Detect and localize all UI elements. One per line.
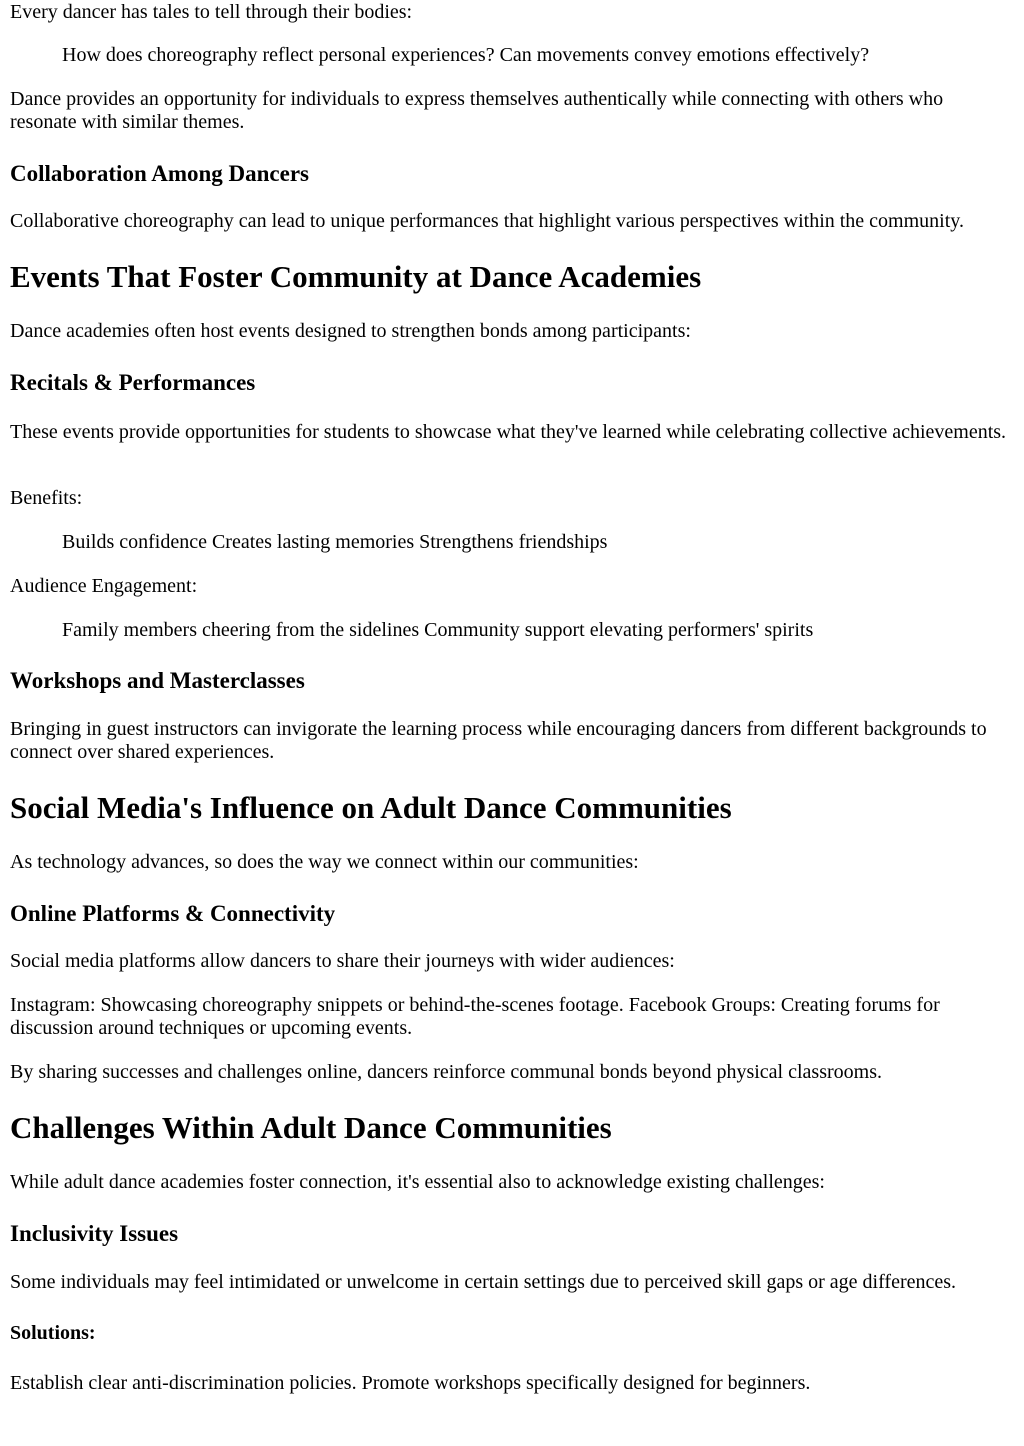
collaboration-heading: Collaboration Among Dancers: [10, 161, 309, 186]
social-media-paragraph: As technology advances, so does the way we connect within our communities:: [10, 851, 639, 873]
questions-blockquote: How does choreography reflect personal experiences? Can movements convey emotions effectively?: [62, 44, 870, 66]
collaboration-paragraph: Collaborative choreography can lead to unique performances that highlight various perspectives within the community.: [10, 210, 964, 232]
platforms-examples-paragraph: Instagram: Showcasing choreography snippets or behind-the-scenes footage. Facebook Groups: Creating forums for discussion around techniques or upcoming events.: [10, 994, 940, 1039]
benefits-label: Benefits:: [10, 487, 83, 509]
social-media-heading: Social Media's Influence on Adult Dance Communities: [10, 790, 732, 825]
workshops-heading: Workshops and Masterclasses: [10, 668, 305, 693]
events-heading: Events That Foster Community at Dance Academies: [10, 259, 702, 294]
recitals-paragraph: These events provide opportunities for students to showcase what they've learned while celebrating collective achievements.: [10, 421, 1007, 443]
intro-paragraph: Every dancer has tales to tell through their bodies:: [10, 1, 413, 23]
online-platforms-paragraph: Social media platforms allow dancers to share their journeys with wider audiences:: [10, 950, 675, 972]
challenges-paragraph: While adult dance academies foster connection, it's essential also to acknowledge existing challenges:: [10, 1171, 825, 1193]
inclusivity-paragraph: Some individuals may feel intimidated or unwelcome in certain settings due to perceived skill gaps or age differences.: [10, 1271, 957, 1293]
audience-label: Audience Engagement:: [10, 575, 198, 597]
inclusivity-heading: Inclusivity Issues: [10, 1221, 179, 1246]
workshops-paragraph: Bringing in guest instructors can invigorate the learning process while encouraging dancers from different backgrounds to connect over shared experiences.: [10, 718, 987, 763]
solutions-paragraph: Establish clear anti-discrimination policies. Promote workshops specifically designed for beginners.: [10, 1372, 811, 1394]
expression-paragraph: Dance provides an opportunity for individuals to express themselves authentically while connecting with others who resonate with similar themes.: [10, 88, 944, 133]
recitals-heading: Recitals & Performances: [10, 370, 256, 395]
benefits-blockquote: Builds confidence Creates lasting memories Strengthens friendships: [62, 531, 608, 553]
solutions-heading: Solutions:: [10, 1322, 96, 1344]
sharing-paragraph: By sharing successes and challenges online, dancers reinforce communal bonds beyond physical classrooms.: [10, 1061, 882, 1083]
online-platforms-heading: Online Platforms & Connectivity: [10, 901, 336, 926]
challenges-heading: Challenges Within Adult Dance Communities: [10, 1110, 612, 1145]
audience-blockquote: Family members cheering from the sidelines Community support elevating performers' spirits: [62, 619, 814, 641]
events-paragraph: Dance academies often host events designed to strengthen bonds among participants:: [10, 320, 691, 342]
